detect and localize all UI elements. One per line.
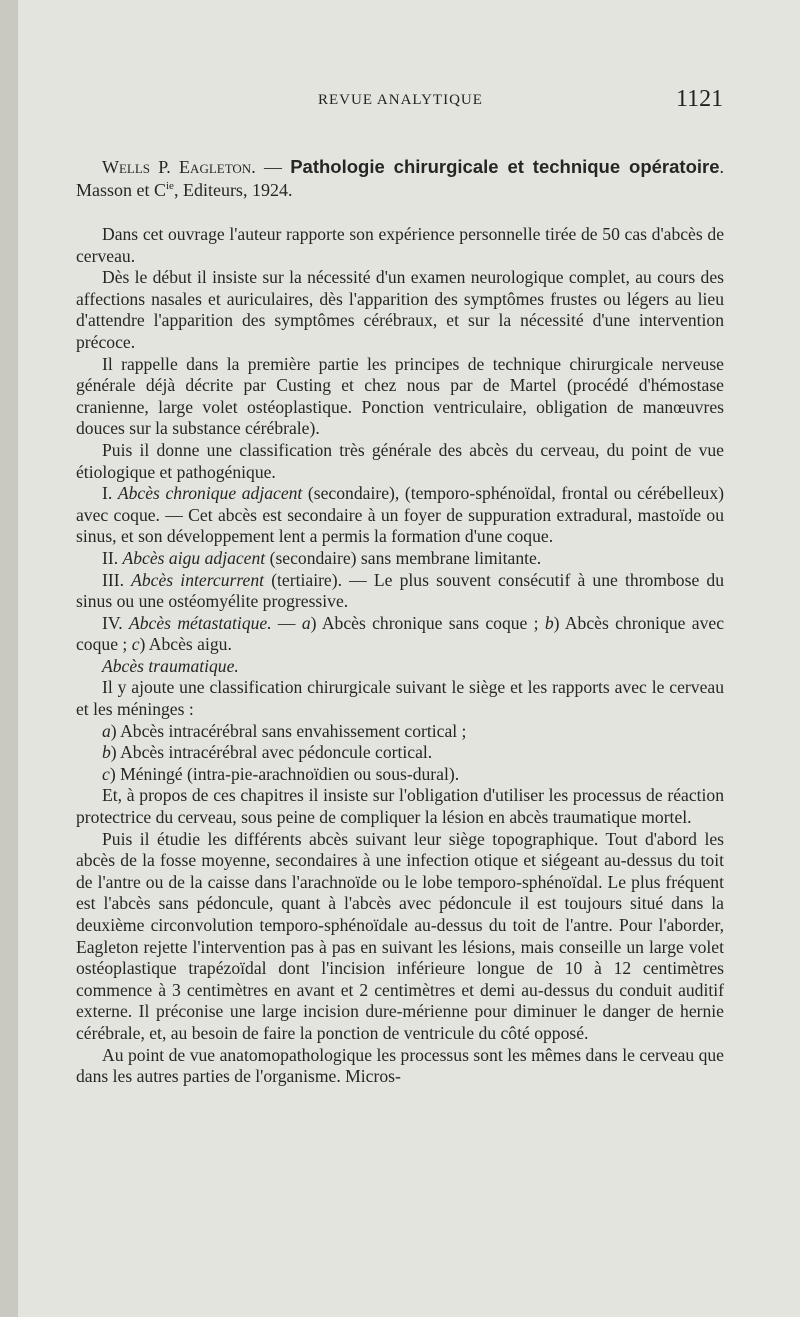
classification-item-4 xyxy=(76,613,724,656)
surgical-item-a xyxy=(76,721,724,743)
article-body xyxy=(76,155,724,1088)
sub-letter-b: b xyxy=(544,612,554,633)
item-term: Abcès traumatique. xyxy=(102,655,239,676)
item-term: Abcès chronique adjacent xyxy=(117,483,303,504)
item-term: Abcès aigu adjacent xyxy=(122,547,266,568)
sub-letter-a: a xyxy=(301,612,311,633)
classification-item-2 xyxy=(76,548,724,570)
page-edge xyxy=(0,0,18,1317)
publisher-superscript: ie xyxy=(166,180,174,192)
paragraph-7: Puis il étudie les différents abcès suivant leur siège topographique. Tout d'abord les abcès de la fosse moyenne, secondaires à une infection otique et siégeant au-dessus du toit de l'antre ou de la caisse dans l'arachnoïde ou le lobe temporo-sphénoïdal. Le plus fréquent est l'abcès sans pédoncule, quant à l'abcès avec pédoncule il est toujours situé dans la deuxième circonvolution temporo-sphénoïdale au-dessus du toit de l'antre. Pour l'aborder, Eagleton rejette l'intervention pas à pas en suivant les lésions, mais conseille un large volet ostéoplastique trapézoïdal dont l'incision inférieure longue de 10 à 12 centimètres commence à 3 centimètres en avant et 2 centimètres et demi au-dessus du conduit auditif externe. Il préconise une large incision dure-mérienne pour diminuer le danger de hernie cérébrale, et, au besoin de faire la ponction de ventricule du côté opposé. xyxy=(76,828,724,1043)
sub-letter-c: c xyxy=(131,634,140,655)
item-text: — xyxy=(271,612,302,633)
paragraph-2: Dès le début il insiste sur la nécessité d'un examen neurologique complet, au cours des affections nasales et auriculaires, dès l'apparition des symptômes frustes ou légers au lieu d'attendre l'apparition des symptômes cérébraux, et sur la nécessité d'une intervention précoce. xyxy=(76,267,724,352)
item-text: ) Abcès chronique sans coque ; xyxy=(310,612,545,633)
item-number: IV. xyxy=(102,612,129,633)
publisher-a: . Masson et C xyxy=(76,157,725,200)
page-header xyxy=(0,86,800,120)
sub-text: ) Méningé (intra-pie-arachnoïdien ou sous-dural). xyxy=(109,763,460,784)
page-number: 1121 xyxy=(676,86,724,112)
sub-letter: b xyxy=(102,742,111,763)
item-text: (secondaire), (temporo-sphénoïdal, frontal ou cérébelleux) avec coque. — Cet abcès est secondaire à un foyer de suppuration extradural, mastoïde ou sinus, et son développement lent a permis la formation d'une coque. xyxy=(76,483,725,547)
sub-text: ) Abcès intracérébral avec pédoncule cortical. xyxy=(110,742,433,763)
item-term: Abcès intercurrent xyxy=(131,569,265,590)
item-text: (tertiaire). — Le plus souvent consécutif à une thrombose du sinus ou une ostéomyélite progressive. xyxy=(76,569,725,612)
item-number: III. xyxy=(102,569,132,590)
classification-item-3 xyxy=(76,570,724,613)
classification-item-1 xyxy=(76,483,724,548)
sub-letter: c xyxy=(102,763,110,784)
sub-text: ) Abcès intracérébral sans envahissement cortical ; xyxy=(110,720,467,741)
classification-item-5 xyxy=(76,656,724,678)
paragraph-1: Dans cet ouvrage l'auteur rapporte son expérience personnelle tirée de 50 cas d'abcès de cerveau. xyxy=(76,224,724,266)
item-term: Abcès métastatique. xyxy=(129,612,272,633)
reference-dash: — xyxy=(255,157,291,177)
paragraph-6: Et, à propos de ces chapitres il insiste sur l'obligation d'utiliser les processus de réaction protectrice du cerveau, sous peine de compliquer la lésion en abcès traumatique mortel. xyxy=(76,785,724,828)
paragraph-5: Il y ajoute une classification chirurgicale suivant le siège et les rapports avec le cerveau et les méninges : xyxy=(76,677,724,720)
publisher-b: , Editeurs, 1924. xyxy=(173,180,293,200)
item-text: ) Abcès chronique avec coque ; xyxy=(76,612,724,655)
running-title: REVUE ANALYTIQUE xyxy=(318,92,483,108)
book-title: Pathologie chirurgicale et technique opératoire xyxy=(290,156,720,177)
paragraph-4: Puis il donne une classification très générale des abcès du cerveau, du point de vue étiologique et pathogénique. xyxy=(76,439,724,482)
sub-letter: a xyxy=(102,720,111,741)
bibliographic-reference xyxy=(76,155,724,202)
surgical-item-c xyxy=(76,764,724,786)
paragraph-8: Au point de vue anatomopathologique les processus sont les mêmes dans le cerveau que dans les autres parties de l'organisme. Micros- xyxy=(76,1044,724,1087)
surgical-item-b xyxy=(76,742,724,764)
item-text: ) Abcès aigu. xyxy=(139,634,232,655)
item-number: I. xyxy=(102,483,118,504)
author-name: Wells P. Eagleton. xyxy=(102,157,256,177)
paragraph-3: Il rappelle dans la première partie les principes de technique chirurgicale nerveuse générale déjà décrite par Custing et chez nous par de Martel (procédé d'hémostase cranienne, large volet ostéoplastique. Ponction ventriculaire, obligation de manœuvres douces sur la substance cérébrale). xyxy=(76,353,724,439)
item-number: II. xyxy=(102,547,123,568)
item-text: (secondaire) sans membrane limitante. xyxy=(265,547,542,568)
